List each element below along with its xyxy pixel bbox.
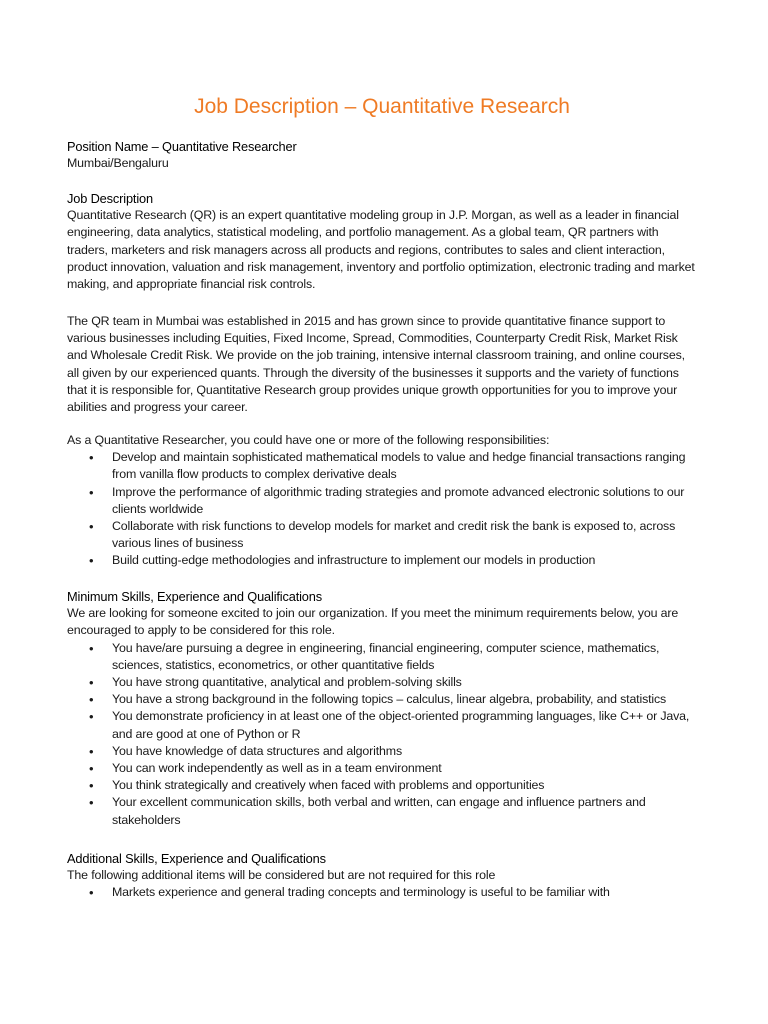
document-title: Job Description – Quantitative Research (194, 95, 570, 118)
list-item: • Your excellent communication skills, both verbal and written, can engage and influence partners and stakeholders (67, 794, 697, 828)
responsibilities-section (67, 432, 697, 570)
minimum-skills-list (67, 640, 697, 829)
job-description-paragraph-2-block (67, 313, 697, 416)
job-description-section (67, 190, 697, 293)
list-item: • You think strategically and creatively when faced with problems and opportunities (67, 777, 697, 794)
list-item: • You have a strong background in the following topics – calculus, linear algebra, probability, and statistics (67, 691, 697, 708)
list-item: • You have knowledge of data structures and algorithms (67, 743, 697, 760)
list-item: • Build cutting-edge methodologies and infrastructure to implement our models in production (67, 552, 697, 569)
list-item: • Markets experience and general trading concepts and terminology is useful to be familiar with (67, 884, 697, 901)
additional-skills-intro: The following additional items will be considered but are not required for this role (67, 868, 496, 883)
additional-skills-section (67, 850, 697, 902)
list-item: • You demonstrate proficiency in at least one of the object-oriented programming languages, like C++ or Java, and are good at one of Python or R (67, 708, 697, 742)
responsibilities-list (67, 449, 697, 569)
list-item: • You have/are pursuing a degree in engineering, financial engineering, computer science, mathematics, sciences, statistics, econometrics, or other quantitative fields (67, 640, 697, 674)
job-description-paragraph-2: The QR team in Mumbai was established in 2015 and has grown since to provide quantitative finance support to various businesses including Equities, Fixed Income, Spread, Commodities, Counterparty Credit Risk, Market Risk and Wholesale Credit Risk. We provide on the job training, intensive internal classroom training, and online courses, all given by our experienced quants. Through the diversity of the businesses it supports and the variety of functions that it is responsible for, Quantitative Research group provides unique growth opportunities for you to improve your abilities and progress your career. (67, 314, 685, 415)
job-description-heading: Job Description (67, 191, 153, 206)
additional-skills-list (67, 884, 697, 901)
position-name: Position Name – Quantitative Researcher (67, 139, 297, 154)
responsibilities-intro: As a Quantitative Researcher, you could have one or more of the following responsibilities: (67, 433, 550, 447)
additional-skills-heading: Additional Skills, Experience and Qualifications (67, 851, 326, 866)
list-item: • Improve the performance of algorithmic trading strategies and promote advanced electronic solutions to our clients worldwide (67, 484, 697, 518)
job-description-paragraph-1: Quantitative Research (QR) is an expert quantitative modeling group in J.P. Morgan, as well as a leader in financial engineering, data analytics, statistical modeling, and portfolio management. As a global team, QR partners with traders, marketers and risk managers across all products and regions, contributes to sales and client interaction, product innovation, valuation and risk management, inventory and portfolio optimization, electronic trading and market making, and appropriate financial risk controls. (67, 208, 695, 292)
list-item: • Collaborate with risk functions to develop models for market and credit risk the bank is exposed to, across various lines of business (67, 518, 697, 552)
minimum-skills-heading: Minimum Skills, Experience and Qualifications (67, 589, 322, 604)
list-item: • You can work independently as well as in a team environment (67, 760, 697, 777)
list-item: • Develop and maintain sophisticated mathematical models to value and hedge financial transactions ranging from vanilla flow products to complex derivative deals (67, 449, 697, 483)
list-item: • You have strong quantitative, analytical and problem-solving skills (67, 674, 697, 691)
minimum-skills-intro: We are looking for someone excited to join our organization. If you meet the minimum requirements below, you are encouraged to apply to be considered for this role. (67, 606, 679, 638)
position-section (67, 138, 697, 172)
position-location: Mumbai/Bengaluru (67, 156, 169, 171)
minimum-skills-section (67, 588, 697, 829)
